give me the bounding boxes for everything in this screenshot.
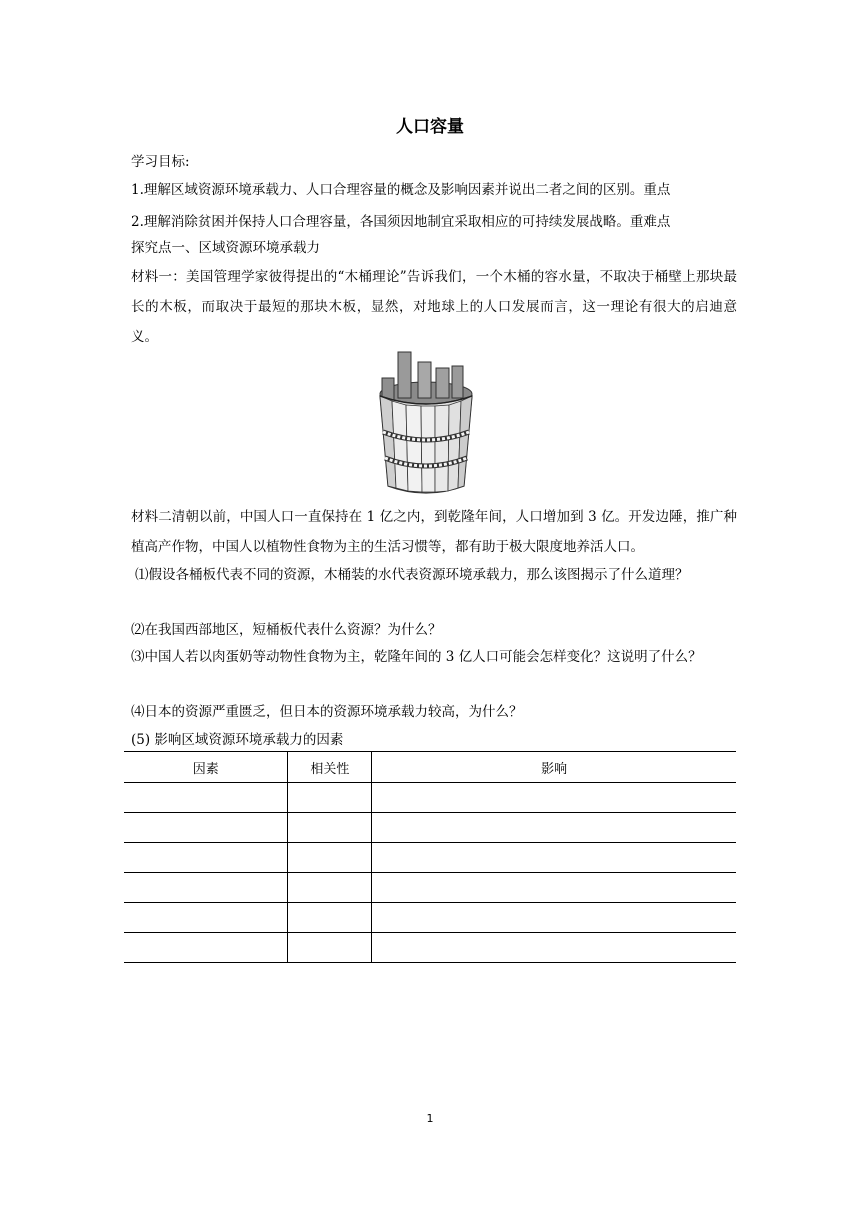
cell-impact[interactable] [372,933,736,963]
cell-impact[interactable] [372,783,736,813]
question-5: (5) 影响区域资源环境承载力的因素 [131,732,344,748]
cell-correlation[interactable] [288,903,372,933]
cell-factor[interactable] [124,873,288,903]
question-4: ⑷日本的资源严重匮乏，但日本的资源环境承载力较高，为什么？ [131,704,523,720]
page-title: 人口容量 [396,117,464,137]
cell-impact[interactable] [372,813,736,843]
factors-table [124,751,736,963]
cell-factor[interactable] [124,783,288,813]
cell-impact[interactable] [372,873,736,903]
wooden-bucket-icon [372,350,480,498]
material-two: 材料二清朝以前，中国人口一直保持在 1 亿之内，到乾隆年间，人口增加到 3 亿。开发边陲，推广种植高产作物，中国人以植物性食物为主的生活习惯等，都有助于极大限度地养活人口。 [131,509,737,555]
cell-correlation[interactable] [288,783,372,813]
question-3: ⑶中国人若以肉蛋奶等动物性食物为主，乾隆年间的 3 亿人口可能会怎样变化？这说明了什么？ [131,649,702,665]
cell-factor[interactable] [124,843,288,873]
material-one: 材料一：美国管理学家彼得提出的“木桶理论”告诉我们，一个木桶的容水量，不取决于桶壁上那块最长的木板，而取决于最短的那块木板，显然，对地球上的人口发展而言，这一理论有很大的启迪意义。 [131,269,737,345]
table-row [124,843,736,873]
cell-factor[interactable] [124,933,288,963]
header-correlation: 相关性 [288,752,372,783]
header-impact: 影响 [372,752,736,783]
table-row [124,933,736,963]
cell-correlation[interactable] [288,813,372,843]
table-row [124,903,736,933]
cell-factor[interactable] [124,903,288,933]
question-1: ⑴假设各桶板代表不同的资源，木桶装的水代表资源环境承载力，那么该图揭示了什么道理？ [135,567,689,583]
objectives-heading: 学习目标: [131,154,190,170]
cell-correlation[interactable] [288,933,372,963]
cell-correlation[interactable] [288,873,372,903]
table-row [124,813,736,843]
page-number: 1 [426,1112,434,1125]
table-row [124,783,736,813]
header-factor: 因素 [124,752,288,783]
cell-factor[interactable] [124,813,288,843]
question-2: ⑵在我国西部地区，短桶板代表什么资源？为什么？ [131,622,442,638]
objective-1: 1.理解区域资源环境承载力、人口合理容量的概念及影响因素并说出二者之间的区别。重点 [131,182,671,198]
cell-impact[interactable] [372,903,736,933]
table-row [124,873,736,903]
cell-impact[interactable] [372,843,736,873]
objective-2: 2.理解消除贫困并保持人口合理容量，各国须因地制宜采取相应的可持续发展战略。重难点 [131,214,671,230]
section-heading: 探究点一、区域资源环境承载力 [131,240,320,256]
table-header-row [124,752,736,783]
cell-correlation[interactable] [288,843,372,873]
